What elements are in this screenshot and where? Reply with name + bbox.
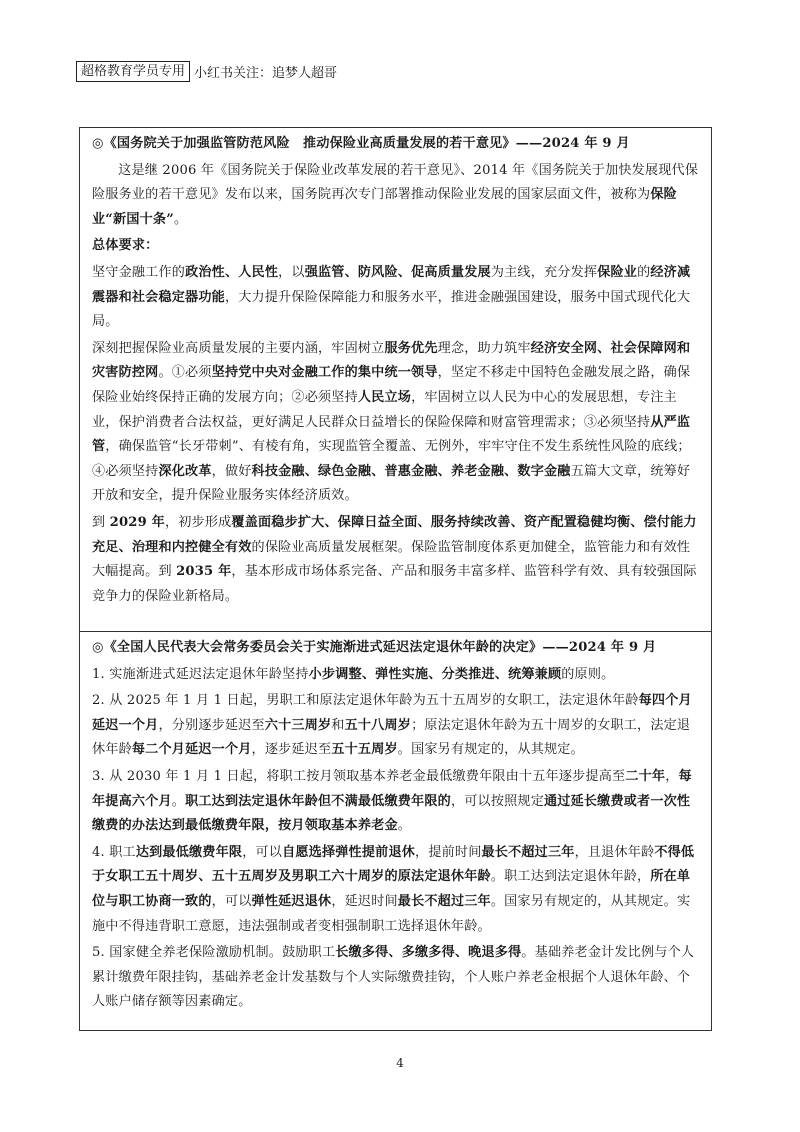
list-item-1: 1. 实施渐进式延迟法定退休年龄坚持小步调整、弹性实施、分类推进、统筹兼顾的原则。	[92, 666, 615, 682]
policy-cell-retirement	[80, 632, 711, 1023]
follow-note: 小红书关注：追梦人超哥	[194, 65, 338, 81]
page-header	[76, 60, 337, 82]
policy-cell-insurance	[80, 128, 711, 632]
list-item-5: 5. 国家健全养老保险激励机制。鼓励职工长缴多得、多缴多得、晚退多得。基础养老金计发比例与个人累计缴费年限挂钩，基础养老金计发基数与个人实际缴费挂钩，个人账户养老金根据个人退休年龄、个人账户储存额等因素确定。	[92, 945, 695, 1010]
intro-paragraph: 这是继 2006 年《国务院关于保险业改革发展的若干意见》、2014 年《国务院关于加快发展现代保险服务业的若干意见》发布以来，国务院再次专门部署推动保险业发展的国家层面文件，被称为保险业“新国十条”。	[92, 162, 699, 227]
section-title: ◎《全国人民代表大会常务委员会关于实施渐进式延迟法定退休年龄的决定》——2024 年 9 月	[92, 640, 657, 655]
list-item-3: 3. 从 2030 年 1 月 1 日起，将职工按月领取基本养老金最低缴费年限由十五年逐步提高至二十年，每年提高六个月。职工达到法定退休年龄但不满最低缴费年限的，可以按照规定通过延长缴费或者一次性缴费的办法达到最低缴费年限，按月领取基本养老金。	[92, 768, 692, 834]
notes-table	[79, 127, 712, 1031]
paragraph-3: 到 2029 年，初步形成覆盖面稳步扩大、保障日益全面、服务持续改善、资产配置稳健均衡、偿付能力充足、治理和内控健全有效的保险业高质量发展框架。保险监管制度体系更加健全，监管能力和有效性大幅提高。到 2035 年，基本形成市场体系完备、产品和服务丰富多样、监管科学有效、具有较强国际竞争力的保险业新格局。	[92, 514, 697, 604]
list-item-2: 2. 从 2025 年 1 月 1 日起，男职工和原法定退休年龄为五十五周岁的女职工，法定退休年龄每四个月延迟一个月，分别逐步延迟至六十三周岁和五十八周岁；原法定退休年龄为五十周岁的女职工，法定退休年龄每二个月延迟一个月，逐步延迟至五十五周岁。国家另有规定的，从其规定。	[92, 693, 692, 758]
overall-label: 总体要求：	[92, 238, 159, 254]
page-number: 4	[396, 1056, 404, 1070]
paragraph-1: 坚守金融工作的政治性、人民性，以强监管、防风险、促高质量发展为主线，充分发挥保险业的经济减震器和社会稳定器功能，大力提升保险保障能力和服务水平，推进金融强国建设，服务中国式现代化大局。	[92, 264, 691, 330]
student-badge: 超格教育学员专用	[76, 61, 190, 82]
list-item-4: 4. 职工达到最低缴费年限，可以自愿选择弹性提前退休，提前时间最长不超过三年，且退休年龄不得低于女职工五十周岁、五十五周岁及男职工六十周岁的原法定退休年龄。职工达到法定退休年龄，所在单位与职工协商一致的，可以弹性延迟退休，延迟时间最长不超过三年。国家另有规定的，从其规定。实施中不得违背职工意愿，违法强制或者变相强制职工选择退休年龄。	[92, 844, 695, 934]
paragraph-2: 深刻把握保险业高质量发展的主要内涵，牢固树立服务优先理念，助力筑牢经济安全网、社会保障网和灾害防控网。①必须坚持党中央对金融工作的集中统一领导，坚定不移走中国特色金融发展之路，确保保险业始终保持正确的发展方向；②必须坚持人民立场，牢固树立以人民为中心的发展思想，专注主业，保护消费者合法权益，更好满足人民群众日益增长的保险保障和财富管理需求；③必须坚持从严监管，确保监管“长牙带刺”、有棱有角，实现监管全覆盖、无例外，牢牢守住不发生系统性风险的底线；④必须坚持深化改革，做好科技金融、绿色金融、普惠金融、养老金融、数字金融五篇大文章，统筹好开放和安全，提升保险业服务实体经济质效。	[92, 340, 691, 504]
section-title: ◎《国务院关于加强监管防范风险 推动保险业高质量发展的若干意见》——2024 年 9 月	[92, 136, 630, 151]
